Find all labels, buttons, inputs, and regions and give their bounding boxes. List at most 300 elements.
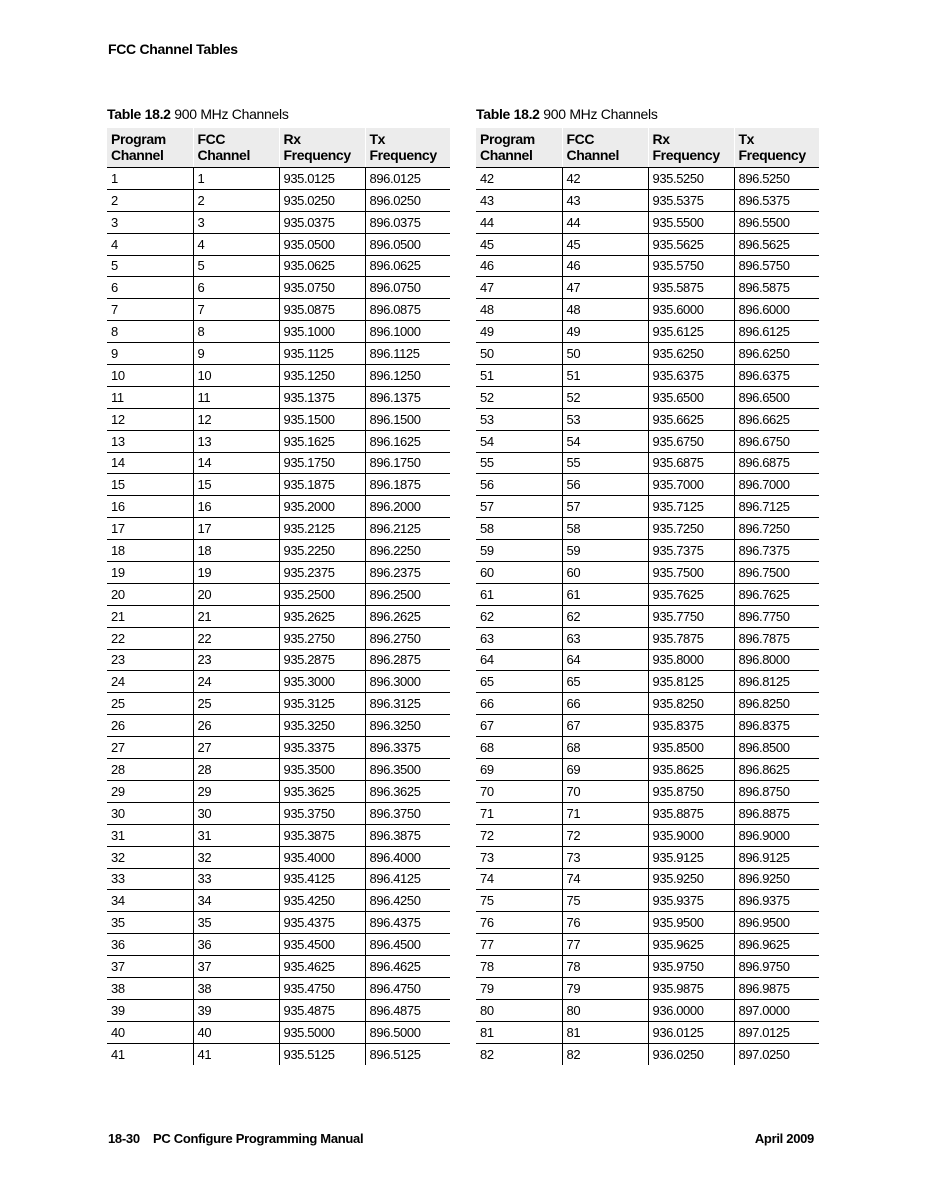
tx-frequency-cell: 896.4125 — [365, 868, 450, 890]
rx-frequency-cell: 935.4000 — [279, 846, 365, 868]
program-channel-cell: 1 — [107, 168, 193, 190]
rx-frequency-cell: 935.4875 — [279, 999, 365, 1021]
table-row — [476, 408, 819, 430]
fcc-channel-cell: 16 — [193, 496, 279, 518]
fcc-channel-cell: 22 — [193, 627, 279, 649]
rx-frequency-cell: 935.5125 — [279, 1043, 365, 1065]
table-row — [107, 583, 450, 605]
fcc-channel-cell: 40 — [193, 1021, 279, 1043]
table-caption-text: 900 MHz Channels — [543, 106, 658, 122]
table-row — [107, 1021, 450, 1043]
fcc-channel-cell: 17 — [193, 518, 279, 540]
table-row — [107, 168, 450, 190]
tx-frequency-cell: 896.4250 — [365, 890, 450, 912]
column-header-fcc-channel: FCC Channel — [562, 128, 648, 168]
fcc-channel-cell: 79 — [562, 977, 648, 999]
program-channel-cell: 52 — [476, 386, 562, 408]
table-row — [476, 934, 819, 956]
rx-frequency-cell: 935.2125 — [279, 518, 365, 540]
table-caption-number: Table 18.2 — [107, 106, 171, 122]
rx-frequency-cell: 935.1250 — [279, 365, 365, 387]
tx-frequency-cell: 896.9375 — [734, 890, 819, 912]
table-row — [476, 211, 819, 233]
table-row — [107, 211, 450, 233]
program-channel-cell: 61 — [476, 583, 562, 605]
tx-frequency-cell: 896.9875 — [734, 977, 819, 999]
rx-frequency-cell: 935.7125 — [648, 496, 734, 518]
program-channel-cell: 62 — [476, 605, 562, 627]
tx-frequency-cell: 896.0875 — [365, 299, 450, 321]
rx-frequency-cell: 935.4500 — [279, 934, 365, 956]
rx-frequency-cell: 935.8250 — [648, 693, 734, 715]
fcc-channel-cell: 60 — [562, 562, 648, 584]
table-caption-number: Table 18.2 — [476, 106, 540, 122]
fcc-channel-cell: 76 — [562, 912, 648, 934]
table-row — [107, 540, 450, 562]
program-channel-cell: 49 — [476, 321, 562, 343]
table-row — [476, 562, 819, 584]
tx-frequency-cell: 896.9125 — [734, 846, 819, 868]
program-channel-cell: 57 — [476, 496, 562, 518]
table-row — [107, 627, 450, 649]
program-channel-cell: 80 — [476, 999, 562, 1021]
fcc-channel-cell: 24 — [193, 671, 279, 693]
fcc-channel-cell: 59 — [562, 540, 648, 562]
table-row — [476, 168, 819, 190]
rx-frequency-cell: 935.8000 — [648, 649, 734, 671]
rx-frequency-cell: 935.3375 — [279, 737, 365, 759]
tx-frequency-cell: 896.9250 — [734, 868, 819, 890]
fcc-channel-cell: 74 — [562, 868, 648, 890]
fcc-channel-cell: 18 — [193, 540, 279, 562]
tx-frequency-cell: 896.1000 — [365, 321, 450, 343]
tx-frequency-cell: 896.9500 — [734, 912, 819, 934]
rx-frequency-cell: 935.3875 — [279, 824, 365, 846]
tx-frequency-cell: 896.3750 — [365, 802, 450, 824]
table-row — [107, 977, 450, 999]
rx-frequency-cell: 935.9125 — [648, 846, 734, 868]
fcc-channel-cell: 73 — [562, 846, 648, 868]
program-channel-cell: 45 — [476, 233, 562, 255]
program-channel-cell: 2 — [107, 189, 193, 211]
table-row — [476, 1021, 819, 1043]
tx-frequency-cell: 896.1500 — [365, 408, 450, 430]
tx-frequency-cell: 896.1125 — [365, 343, 450, 365]
tx-frequency-cell: 896.1250 — [365, 365, 450, 387]
fcc-channel-cell: 68 — [562, 737, 648, 759]
tx-frequency-cell: 896.5625 — [734, 233, 819, 255]
program-channel-cell: 76 — [476, 912, 562, 934]
table-row — [107, 299, 450, 321]
program-channel-cell: 78 — [476, 956, 562, 978]
tx-frequency-cell: 896.3250 — [365, 715, 450, 737]
fcc-channel-cell: 6 — [193, 277, 279, 299]
fcc-channel-cell: 72 — [562, 824, 648, 846]
fcc-channel-cell: 25 — [193, 693, 279, 715]
table-row — [107, 693, 450, 715]
program-channel-cell: 68 — [476, 737, 562, 759]
rx-frequency-cell: 935.9000 — [648, 824, 734, 846]
rx-frequency-cell: 935.8625 — [648, 759, 734, 781]
rx-frequency-cell: 935.0875 — [279, 299, 365, 321]
program-channel-cell: 38 — [107, 977, 193, 999]
table-row — [476, 518, 819, 540]
program-channel-cell: 66 — [476, 693, 562, 715]
table-row — [476, 496, 819, 518]
table-row — [107, 518, 450, 540]
rx-frequency-cell: 935.8500 — [648, 737, 734, 759]
program-channel-cell: 21 — [107, 605, 193, 627]
program-channel-cell: 19 — [107, 562, 193, 584]
fcc-channel-cell: 39 — [193, 999, 279, 1021]
tx-frequency-cell: 896.4375 — [365, 912, 450, 934]
rx-frequency-cell: 935.5625 — [648, 233, 734, 255]
fcc-channel-cell: 78 — [562, 956, 648, 978]
program-channel-cell: 17 — [107, 518, 193, 540]
rx-frequency-cell: 936.0250 — [648, 1043, 734, 1065]
fcc-channel-cell: 58 — [562, 518, 648, 540]
table-row — [476, 956, 819, 978]
tx-frequency-cell: 896.0750 — [365, 277, 450, 299]
program-channel-cell: 75 — [476, 890, 562, 912]
table-row — [107, 189, 450, 211]
fcc-channel-cell: 53 — [562, 408, 648, 430]
table-row — [476, 649, 819, 671]
rx-frequency-cell: 935.2250 — [279, 540, 365, 562]
rx-frequency-cell: 935.5875 — [648, 277, 734, 299]
table-row — [107, 824, 450, 846]
channel-table-right — [476, 104, 819, 1065]
table-row — [107, 255, 450, 277]
table-row — [476, 365, 819, 387]
program-channel-cell: 7 — [107, 299, 193, 321]
tx-frequency-cell: 896.8375 — [734, 715, 819, 737]
rx-frequency-cell: 935.7375 — [648, 540, 734, 562]
tx-frequency-cell: 896.3875 — [365, 824, 450, 846]
rx-frequency-cell: 935.4250 — [279, 890, 365, 912]
rx-frequency-cell: 935.6750 — [648, 430, 734, 452]
program-channel-cell: 39 — [107, 999, 193, 1021]
fcc-channel-cell: 2 — [193, 189, 279, 211]
program-channel-cell: 28 — [107, 759, 193, 781]
program-channel-cell: 63 — [476, 627, 562, 649]
table-row — [476, 671, 819, 693]
fcc-channel-cell: 45 — [562, 233, 648, 255]
tx-frequency-cell: 896.4000 — [365, 846, 450, 868]
tx-frequency-cell: 896.6250 — [734, 343, 819, 365]
tx-frequency-cell: 896.0375 — [365, 211, 450, 233]
table-row — [107, 233, 450, 255]
fcc-channel-cell: 70 — [562, 780, 648, 802]
fcc-channel-cell: 43 — [562, 189, 648, 211]
fcc-channel-cell: 41 — [193, 1043, 279, 1065]
program-channel-cell: 48 — [476, 299, 562, 321]
rx-frequency-cell: 935.4750 — [279, 977, 365, 999]
table-row — [107, 649, 450, 671]
fcc-channel-cell: 1 — [193, 168, 279, 190]
program-channel-cell: 25 — [107, 693, 193, 715]
tx-frequency-cell: 896.4625 — [365, 956, 450, 978]
rx-frequency-cell: 935.8750 — [648, 780, 734, 802]
rx-frequency-cell: 935.5750 — [648, 255, 734, 277]
fcc-channel-cell: 34 — [193, 890, 279, 912]
tx-frequency-cell: 897.0125 — [734, 1021, 819, 1043]
program-channel-cell: 34 — [107, 890, 193, 912]
fcc-channel-cell: 42 — [562, 168, 648, 190]
table-row — [476, 255, 819, 277]
tx-frequency-cell: 896.9625 — [734, 934, 819, 956]
fcc-channel-cell: 9 — [193, 343, 279, 365]
rx-frequency-cell: 935.7875 — [648, 627, 734, 649]
table-row — [476, 999, 819, 1021]
table-caption — [476, 104, 819, 128]
program-channel-cell: 50 — [476, 343, 562, 365]
tx-frequency-cell: 896.1625 — [365, 430, 450, 452]
table-row — [476, 824, 819, 846]
fcc-channel-cell: 4 — [193, 233, 279, 255]
table-row — [476, 474, 819, 496]
tx-frequency-cell: 896.7625 — [734, 583, 819, 605]
tx-frequency-cell: 896.8500 — [734, 737, 819, 759]
tx-frequency-cell: 896.5750 — [734, 255, 819, 277]
program-channel-cell: 41 — [111, 1047, 125, 1063]
table-row — [476, 1043, 819, 1065]
program-channel-cell: 65 — [476, 671, 562, 693]
program-channel-cell: 43 — [476, 189, 562, 211]
rx-frequency-cell: 935.2875 — [279, 649, 365, 671]
rx-frequency-cell: 935.1500 — [279, 408, 365, 430]
tx-frequency-cell: 896.5875 — [734, 277, 819, 299]
rx-frequency-cell: 935.2500 — [279, 583, 365, 605]
table-row — [107, 452, 450, 474]
rx-frequency-cell: 935.8375 — [648, 715, 734, 737]
column-header-program-channel: Program Channel — [107, 128, 193, 168]
rx-frequency-cell: 935.3625 — [279, 780, 365, 802]
rx-frequency-cell: 935.6000 — [648, 299, 734, 321]
program-channel-cell: 71 — [476, 802, 562, 824]
table-row — [107, 956, 450, 978]
fcc-channel-cell: 52 — [562, 386, 648, 408]
rx-frequency-cell: 935.6500 — [648, 386, 734, 408]
table-row — [476, 759, 819, 781]
program-channel-cell: 35 — [107, 912, 193, 934]
tx-frequency-cell: 896.7250 — [734, 518, 819, 540]
tx-frequency-cell: 896.5250 — [734, 168, 819, 190]
program-channel-cell: 10 — [107, 365, 193, 387]
tx-frequency-cell: 896.3375 — [365, 737, 450, 759]
tx-frequency-cell: 896.5500 — [734, 211, 819, 233]
table-row — [107, 846, 450, 868]
fcc-channel-cell: 36 — [193, 934, 279, 956]
program-channel-cell: 33 — [107, 868, 193, 890]
tx-frequency-cell: 896.4500 — [365, 934, 450, 956]
tx-frequency-cell: 896.6125 — [734, 321, 819, 343]
fcc-channel-cell: 50 — [562, 343, 648, 365]
table-row — [107, 737, 450, 759]
program-channel-cell: 27 — [107, 737, 193, 759]
table-row — [107, 605, 450, 627]
program-channel-cell: 54 — [476, 430, 562, 452]
program-channel-cell: 31 — [107, 824, 193, 846]
program-channel-cell: 55 — [476, 452, 562, 474]
fcc-channel-cell: 28 — [193, 759, 279, 781]
tx-frequency-cell: 896.3625 — [365, 780, 450, 802]
table-row — [107, 430, 450, 452]
fcc-channel-cell: 67 — [562, 715, 648, 737]
program-channel-cell: 72 — [476, 824, 562, 846]
fcc-channel-cell: 8 — [193, 321, 279, 343]
tx-frequency-cell: 896.1750 — [365, 452, 450, 474]
table-row — [476, 540, 819, 562]
table-row — [107, 562, 450, 584]
program-channel-cell: 32 — [107, 846, 193, 868]
program-channel-cell: 64 — [476, 649, 562, 671]
tx-frequency-cell: 896.5125 — [365, 1043, 450, 1065]
page-header-title: FCC Channel Tables — [108, 41, 238, 57]
rx-frequency-cell: 935.1125 — [279, 343, 365, 365]
program-channel-cell: 56 — [476, 474, 562, 496]
program-channel-cell: 8 — [107, 321, 193, 343]
table-row — [107, 868, 450, 890]
program-channel-cell: 15 — [107, 474, 193, 496]
table-row — [107, 386, 450, 408]
program-channel-cell: 23 — [107, 649, 193, 671]
program-channel-cell: 81 — [476, 1021, 562, 1043]
program-channel-cell: 29 — [107, 780, 193, 802]
rx-frequency-cell: 935.3500 — [279, 759, 365, 781]
channel-table-left — [107, 104, 450, 1065]
table-row — [107, 1043, 450, 1065]
program-channel-cell: 53 — [476, 408, 562, 430]
fcc-channel-cell: 49 — [562, 321, 648, 343]
tx-frequency-cell: 896.8000 — [734, 649, 819, 671]
rx-frequency-cell: 935.1875 — [279, 474, 365, 496]
fcc-channel-cell: 3 — [193, 211, 279, 233]
rx-frequency-cell: 935.1750 — [279, 452, 365, 474]
fcc-channel-cell: 15 — [193, 474, 279, 496]
fcc-channel-cell: 35 — [193, 912, 279, 934]
program-channel-cell: 47 — [476, 277, 562, 299]
fcc-channel-cell: 46 — [562, 255, 648, 277]
rx-frequency-cell: 935.7750 — [648, 605, 734, 627]
fcc-channel-cell: 65 — [562, 671, 648, 693]
program-channel-cell: 82 — [480, 1047, 494, 1063]
table-row — [107, 715, 450, 737]
fcc-channel-cell: 57 — [562, 496, 648, 518]
table-row — [107, 408, 450, 430]
tx-frequency-cell: 896.0250 — [365, 189, 450, 211]
tx-frequency-cell: 896.7500 — [734, 562, 819, 584]
tx-frequency-cell: 897.0000 — [734, 999, 819, 1021]
table-row — [107, 912, 450, 934]
rx-frequency-cell: 935.2375 — [279, 562, 365, 584]
tx-frequency-cell: 897.0250 — [734, 1043, 819, 1065]
tx-frequency-cell: 896.2750 — [365, 627, 450, 649]
tx-frequency-cell: 896.4750 — [365, 977, 450, 999]
fcc-channel-cell: 27 — [193, 737, 279, 759]
tx-frequency-cell: 896.2625 — [365, 605, 450, 627]
rx-frequency-cell: 935.7000 — [648, 474, 734, 496]
tx-frequency-cell: 896.9750 — [734, 956, 819, 978]
fcc-channel-cell: 29 — [193, 780, 279, 802]
tx-frequency-cell: 896.8125 — [734, 671, 819, 693]
fcc-channel-cell: 77 — [562, 934, 648, 956]
fcc-channel-cell: 12 — [193, 408, 279, 430]
program-channel-cell: 20 — [107, 583, 193, 605]
table-row — [476, 780, 819, 802]
footer-page-number: 18-30 — [108, 1131, 140, 1146]
program-channel-cell: 59 — [476, 540, 562, 562]
rx-frequency-cell: 935.4125 — [279, 868, 365, 890]
table-row — [107, 802, 450, 824]
program-channel-cell: 58 — [476, 518, 562, 540]
table-row — [476, 343, 819, 365]
rx-frequency-cell: 935.6375 — [648, 365, 734, 387]
rx-frequency-cell: 935.9750 — [648, 956, 734, 978]
program-channel-cell: 26 — [107, 715, 193, 737]
fcc-channel-cell: 13 — [193, 430, 279, 452]
rx-frequency-cell: 936.0000 — [648, 999, 734, 1021]
table-row — [476, 189, 819, 211]
tx-frequency-cell: 896.6500 — [734, 386, 819, 408]
tx-frequency-cell: 896.6625 — [734, 408, 819, 430]
fcc-channel-cell: 30 — [193, 802, 279, 824]
fcc-channel-cell: 82 — [562, 1043, 648, 1065]
tx-frequency-cell: 896.9000 — [734, 824, 819, 846]
tx-frequency-cell: 896.8625 — [734, 759, 819, 781]
rx-frequency-cell: 935.3750 — [279, 802, 365, 824]
rx-frequency-cell: 936.0125 — [648, 1021, 734, 1043]
table-row — [476, 846, 819, 868]
rx-frequency-cell: 935.7625 — [648, 583, 734, 605]
fcc-channel-cell: 10 — [193, 365, 279, 387]
fcc-channel-cell: 61 — [562, 583, 648, 605]
tx-frequency-cell: 896.2500 — [365, 583, 450, 605]
rx-frequency-cell: 935.2625 — [279, 605, 365, 627]
tx-frequency-cell: 896.2375 — [365, 562, 450, 584]
tx-frequency-cell: 896.8875 — [734, 802, 819, 824]
program-channel-cell: 70 — [476, 780, 562, 802]
rx-frequency-cell: 935.6875 — [648, 452, 734, 474]
fcc-channel-cell: 71 — [562, 802, 648, 824]
table-row — [476, 233, 819, 255]
tx-frequency-cell: 896.3000 — [365, 671, 450, 693]
channel-table — [107, 128, 450, 1065]
fcc-channel-cell: 33 — [193, 868, 279, 890]
table-row — [107, 343, 450, 365]
rx-frequency-cell: 935.1375 — [279, 386, 365, 408]
column-header-tx-frequency: Tx Frequency — [365, 128, 450, 168]
rx-frequency-cell: 935.1000 — [279, 321, 365, 343]
column-header-rx-frequency: Rx Frequency — [648, 128, 734, 168]
table-row — [107, 365, 450, 387]
tx-frequency-cell: 896.0625 — [365, 255, 450, 277]
rx-frequency-cell: 935.6250 — [648, 343, 734, 365]
table-caption-text: 900 MHz Channels — [174, 106, 289, 122]
fcc-channel-cell: 64 — [562, 649, 648, 671]
fcc-channel-cell: 32 — [193, 846, 279, 868]
tx-frequency-cell: 896.6375 — [734, 365, 819, 387]
rx-frequency-cell: 935.9500 — [648, 912, 734, 934]
column-header-tx-frequency: Tx Frequency — [734, 128, 819, 168]
program-channel-cell: 5 — [107, 255, 193, 277]
fcc-channel-cell: 75 — [562, 890, 648, 912]
tx-frequency-cell: 896.4875 — [365, 999, 450, 1021]
program-channel-cell: 18 — [107, 540, 193, 562]
tx-frequency-cell: 896.6750 — [734, 430, 819, 452]
tx-frequency-cell: 896.5000 — [365, 1021, 450, 1043]
fcc-channel-cell: 63 — [562, 627, 648, 649]
